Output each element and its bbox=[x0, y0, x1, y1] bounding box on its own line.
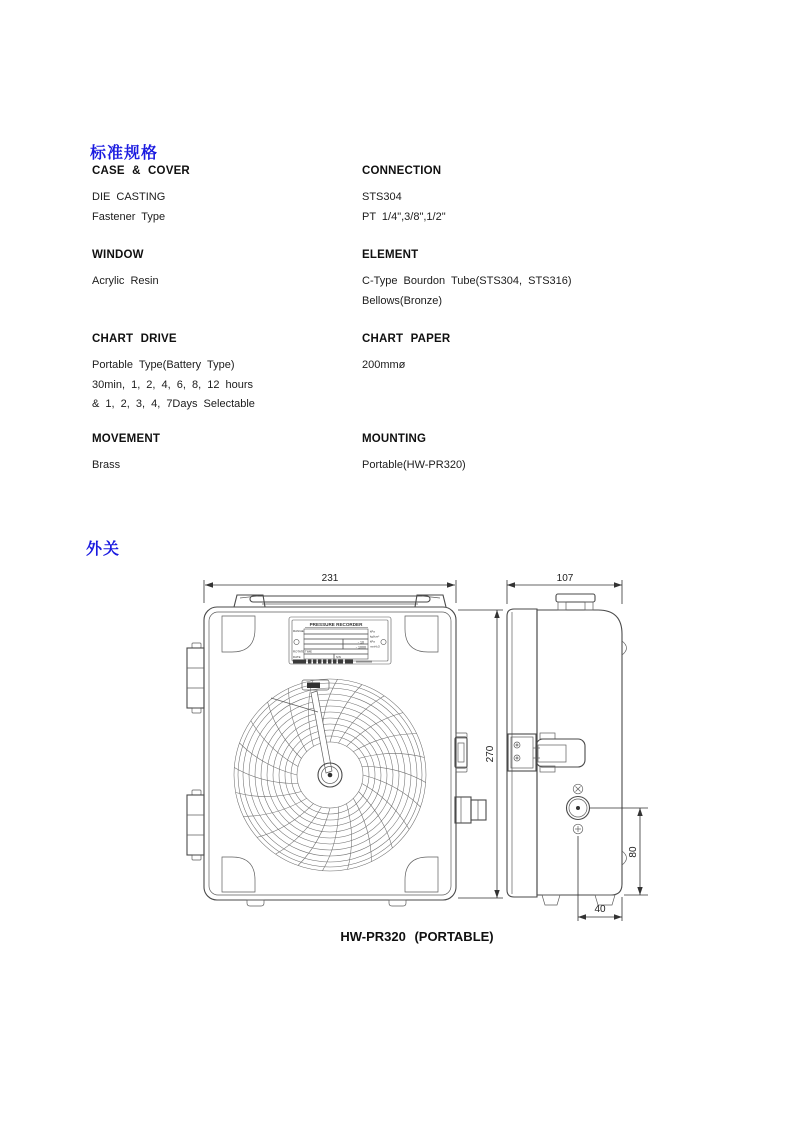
spec-line: C-Type Bourdon Tube(STS304, STS316) bbox=[362, 275, 572, 287]
hinge-top bbox=[187, 643, 204, 713]
nameplate-unit-1: kPa bbox=[370, 629, 375, 634]
dim-height-value: 270 bbox=[485, 745, 496, 763]
spec-title: MOUNTING bbox=[362, 433, 427, 445]
nameplate-range-label: RANGE bbox=[293, 629, 304, 633]
front-foot-right bbox=[389, 900, 406, 906]
carry-handle-side bbox=[556, 594, 595, 610]
outline-section-heading: 外关 bbox=[86, 541, 121, 558]
front-view bbox=[187, 595, 486, 906]
spec-title: WINDOW bbox=[92, 249, 144, 261]
dim-side-width-value: 107 bbox=[556, 573, 574, 584]
dim-port-offset-value: 40 bbox=[594, 904, 606, 915]
nameplate-unit-3: kPa bbox=[370, 639, 375, 644]
spec-line: 200mmø bbox=[362, 359, 406, 371]
nameplate-range-value-1: - 10 bbox=[357, 640, 364, 645]
connection-boss bbox=[567, 784, 590, 834]
carry-handle-front bbox=[234, 595, 446, 607]
edge-bump-top bbox=[622, 641, 627, 655]
nameplate-rotate-label: ROTATE TIME bbox=[293, 649, 312, 654]
spec-line: Fastener Type bbox=[92, 210, 166, 223]
pen-arm bbox=[311, 691, 332, 773]
spec-line: Portable(HW-PR320) bbox=[362, 459, 466, 471]
spec-title: CASE & COVER bbox=[92, 165, 190, 177]
spec-title: CONNECTION bbox=[362, 165, 442, 177]
spec-line: DIE CASTING bbox=[92, 191, 166, 203]
side-body bbox=[537, 610, 622, 895]
nameplate-sn-label: S/N bbox=[336, 654, 341, 659]
spec-line: Portable Type(Battery Type) bbox=[92, 359, 235, 371]
dim-front-width-value: 231 bbox=[321, 573, 339, 584]
nameplate-unit-4: mmH₂O bbox=[370, 644, 380, 649]
side-door-panel bbox=[507, 609, 537, 897]
chart-hub bbox=[318, 763, 342, 787]
spec-line: Bellows(Bronze) bbox=[362, 294, 443, 307]
spec-line: Brass bbox=[92, 459, 121, 471]
chart-assembly bbox=[234, 679, 426, 871]
side-foot-left bbox=[542, 895, 560, 905]
pen-lifter-clip bbox=[302, 680, 329, 690]
latch-side bbox=[508, 733, 585, 772]
spec-line: & 1, 2, 3, 4, 7Days Selectable bbox=[92, 398, 255, 410]
maker-logo-strip bbox=[293, 660, 372, 664]
nameplate-date-label: DATE bbox=[293, 654, 301, 659]
dimension-port-height bbox=[590, 808, 648, 895]
spec-title: CHART DRIVE bbox=[92, 333, 177, 345]
spec-title: ELEMENT bbox=[362, 249, 419, 261]
dimension-front-width bbox=[204, 573, 456, 603]
spec-line: 30min, 1, 2, 4, 6, 8, 12 hours bbox=[92, 378, 254, 391]
hinge-bottom bbox=[187, 790, 204, 860]
spec-line: Acrylic Resin bbox=[92, 275, 159, 287]
nameplate bbox=[289, 617, 391, 664]
spec-title: MOVEMENT bbox=[92, 433, 161, 445]
edge-bump-bottom bbox=[622, 851, 627, 865]
spec-line: STS304 bbox=[362, 191, 402, 203]
spec-line: PT 1/4",3/8",1/2" bbox=[362, 210, 446, 223]
dim-port-height-value: 80 bbox=[628, 846, 639, 858]
spec-title: CHART PAPER bbox=[362, 333, 451, 345]
nameplate-range-value-2: - 1000 bbox=[355, 645, 366, 650]
side-view bbox=[507, 594, 627, 905]
latch-front bbox=[455, 733, 467, 772]
nameplate-title: PRESSURE RECORDER bbox=[309, 622, 363, 627]
drawing-caption: HW-PR320 (PORTABLE) bbox=[340, 929, 494, 944]
spec-section-heading: 标准规格 bbox=[90, 145, 159, 162]
front-foot-left bbox=[247, 900, 264, 906]
dimension-port-offset bbox=[578, 836, 622, 921]
dimension-height bbox=[458, 610, 503, 898]
dimension-side-width bbox=[507, 573, 622, 604]
pressure-fitting bbox=[455, 797, 486, 823]
nameplate-unit-2: kgf/cm² bbox=[370, 634, 380, 639]
